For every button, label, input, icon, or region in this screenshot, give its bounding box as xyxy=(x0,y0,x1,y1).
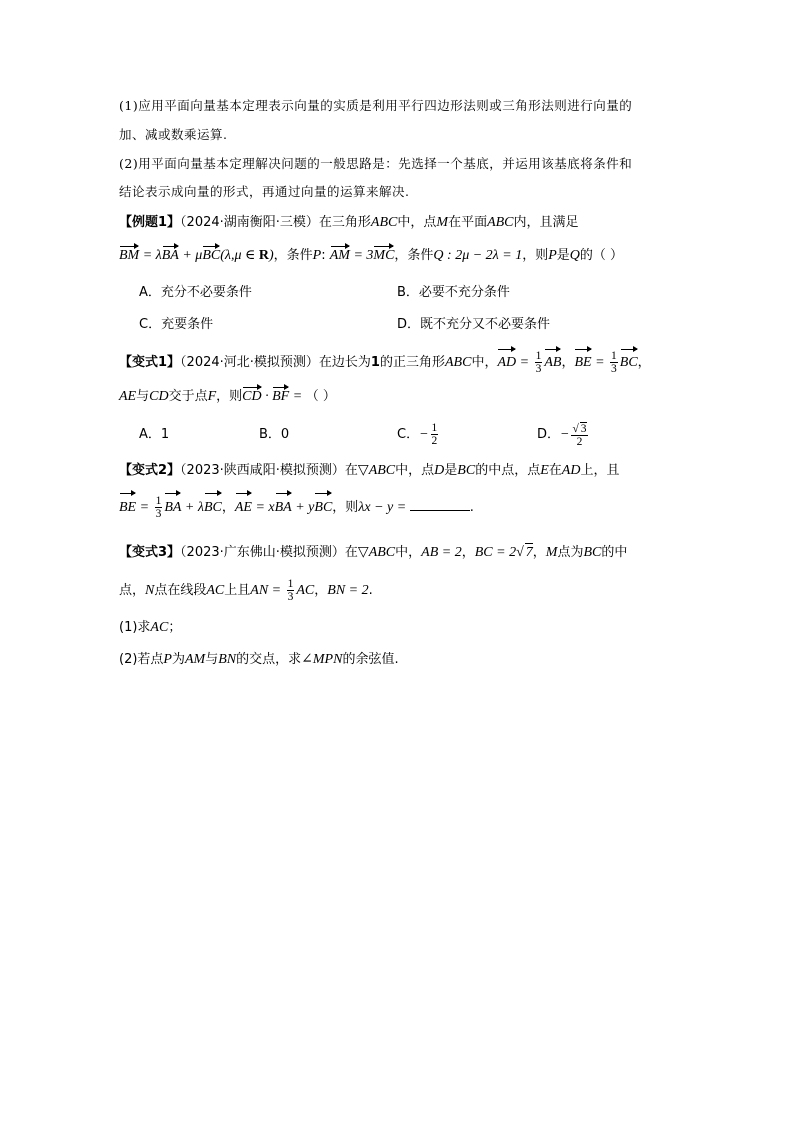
note-1-line-2: 加、减或数乘运算. xyxy=(119,127,228,142)
text: 点， xyxy=(119,583,146,598)
math: P xyxy=(163,652,172,667)
math: P xyxy=(548,248,557,263)
variant-2-line-2: BE = $\frac{1}{3}$ BA + λBC，AE = xBA + yBC，则λx − y = . xyxy=(119,495,474,520)
text: 中， xyxy=(395,545,422,560)
math: D xyxy=(434,463,445,478)
math: BC xyxy=(620,355,638,370)
text: 在 xyxy=(344,463,358,478)
formula-am: AM = 3MC xyxy=(329,248,395,263)
variant-2-tag: 【变式2】 xyxy=(119,463,181,478)
text: 在 xyxy=(548,463,562,478)
variant-1-option-b: B．0 xyxy=(259,427,290,442)
math: F xyxy=(207,389,217,404)
fraction-one-third: $\frac{1}{3}$ xyxy=(611,350,617,375)
math: M xyxy=(545,545,558,560)
variant-3-line-1: 【变式3】（2023·广东佛山·模拟预测）在▽ABC中，AB = 2，BC = 2√ 7，M点为BC的中 xyxy=(119,545,628,560)
variant-3-question-2 xyxy=(119,651,399,669)
text: 中，点 xyxy=(395,463,435,478)
variant-3-line-2: 点，N点在线段AC上且AN = $\frac{1}{3}$ AC，BN = 2. xyxy=(119,578,373,603)
example-1-option-b: B．必要不充分条件 xyxy=(397,285,510,300)
math: E xyxy=(540,463,549,478)
math: BC xyxy=(457,463,476,478)
text: 1 xyxy=(370,355,380,370)
text: 是 xyxy=(556,248,570,263)
math: BN xyxy=(218,652,237,667)
text: 中，点 xyxy=(397,215,437,230)
formula-ae: AE = xBA + yBC xyxy=(235,500,332,515)
note-2-line-1: (2)用平面向量基本定理解决问题的一般思路是：先选择一个基底，并运用该基底将条件和 xyxy=(119,156,633,171)
text: 在三角形 xyxy=(318,215,371,230)
fraction-one-third: $\frac{1}{3}$ xyxy=(155,495,162,520)
variant-3-source: （2023·广东佛山·模拟预测） xyxy=(180,545,345,560)
example-1-source: （2024·湖南衡阳·三模） xyxy=(180,215,319,230)
math: AC xyxy=(150,620,169,635)
variant-1-source: （2024·河北·模拟预测） xyxy=(180,355,319,370)
text: 点为 xyxy=(557,545,584,560)
example-1-option-a: A．充分不必要条件 xyxy=(139,285,252,300)
text: 在平面 xyxy=(448,215,488,230)
formula-answer: λx − y = xyxy=(358,500,410,515)
math: AE xyxy=(119,389,137,404)
text: 是 xyxy=(444,463,458,478)
text: 在 xyxy=(344,545,358,560)
variant-1-tag: 【变式1】 xyxy=(119,355,181,370)
math: AC xyxy=(206,583,225,598)
text: . xyxy=(469,500,474,515)
answer-blank xyxy=(410,498,470,511)
math: M xyxy=(436,215,449,230)
math: ABC xyxy=(487,215,514,230)
variant-1-option-a: A．1 xyxy=(139,427,170,442)
text: 与 xyxy=(205,652,219,667)
text: 在边长为 xyxy=(318,355,371,370)
variant-1-line-2 xyxy=(119,388,336,406)
text: 上且 xyxy=(224,583,251,598)
formula-an: AN = xyxy=(250,583,285,598)
text: D． xyxy=(537,427,561,442)
formula-cd-bf: CD · BF = xyxy=(242,389,306,404)
note-1-line-1: (1)应用平面向量基本定理表示向量的实质是利用平行四边形法则或三角形法则进行向量的 xyxy=(119,98,633,113)
formula-bn: BN = 2 xyxy=(327,583,369,598)
math: AB xyxy=(544,355,561,370)
condition-p: P xyxy=(312,248,322,263)
example-1-option-c: C．充要条件 xyxy=(139,317,214,332)
math: BA + λBC xyxy=(164,500,222,515)
text: ，条件 xyxy=(273,248,313,263)
math: ABC xyxy=(444,355,472,370)
text: 的交点，求 xyxy=(236,652,302,667)
text: 点在线段 xyxy=(154,583,207,598)
formula-be: BE = xyxy=(119,500,153,515)
text: ，则 xyxy=(522,248,549,263)
text: ，条件 xyxy=(394,248,434,263)
text: 的（ ） xyxy=(579,248,624,263)
text: (2)若点 xyxy=(119,652,164,667)
math: CD xyxy=(149,389,169,404)
formula-angle-mpn: ∠MPN xyxy=(301,652,343,667)
text: 与 xyxy=(136,389,150,404)
text: 的余弦值. xyxy=(342,652,399,667)
example-1-tag: 【例题1】 xyxy=(119,215,181,230)
variant-2-source: （2023·陕西咸阳·模拟预测） xyxy=(180,463,345,478)
text: 的中点，点 xyxy=(475,463,541,478)
formula-bc: BC = 2√ 7 xyxy=(474,545,533,560)
math: N xyxy=(145,583,155,598)
formula-bm: BM = λBA + μBC(λ,μ ∈ R) xyxy=(119,248,274,263)
variant-1-option-d: D．− $\frac{√ 3}{2}$ xyxy=(537,422,587,448)
math: AC xyxy=(296,583,315,598)
math: Q xyxy=(569,248,580,263)
fraction-one-third: $\frac{1}{3}$ xyxy=(535,350,542,375)
text: 内，且满足 xyxy=(513,215,579,230)
note-2-line-2: 结论表示成向量的形式，再通过向量的运算来解决. xyxy=(119,184,410,199)
example-1-option-d: D．既不充分又不必要条件 xyxy=(397,317,551,332)
math: ▽ABC xyxy=(357,463,396,478)
formula-ab: AB = 2 xyxy=(421,545,462,560)
text: 的中 xyxy=(601,545,628,560)
math: AD xyxy=(561,463,581,478)
text: C． xyxy=(397,427,420,442)
text: ，则 xyxy=(332,500,359,515)
math: ▽ABC xyxy=(357,545,396,560)
text: 中， xyxy=(471,355,498,370)
text: （ ） xyxy=(305,389,336,404)
math: AM xyxy=(185,652,206,667)
text: ； xyxy=(168,620,182,635)
condition-q: Q xyxy=(433,248,444,263)
example-1-line-2: BM = λBA + μBC(λ,μ ∈ R)，条件P: AM = 3MC，条件Q : 2μ − 2λ = 1，则P是Q的（ ） xyxy=(119,248,624,263)
formula-be: BE = xyxy=(574,355,608,370)
text: 为 xyxy=(171,652,185,667)
variant-3-tag: 【变式3】 xyxy=(119,545,181,560)
formula-ad: AD = xyxy=(497,355,532,370)
example-1-line-1 xyxy=(119,214,579,232)
formula-q: : 2μ − 2λ = 1 xyxy=(443,248,523,263)
text: 上，且 xyxy=(580,463,620,478)
text: ，则 xyxy=(216,389,243,404)
text: (1)求 xyxy=(119,620,151,635)
math: BC xyxy=(583,545,602,560)
variant-1-option-c: C．− $\frac{1}{2}$ xyxy=(397,422,438,447)
text: 交于点 xyxy=(168,389,208,404)
variant-2-line-1 xyxy=(119,462,619,480)
variant-1-line-1: 【变式1】（2024·河北·模拟预测）在边长为1的正三角形ABC中，AD = $\frac{1}{3}$ AB，BE = $\frac{1}{3}$ BC， xyxy=(119,350,651,375)
math: ABC xyxy=(370,215,398,230)
fraction-one-third: $\frac{1}{3}$ xyxy=(287,578,294,603)
text: 的正三角形 xyxy=(379,355,445,370)
variant-3-question-1 xyxy=(119,619,181,637)
